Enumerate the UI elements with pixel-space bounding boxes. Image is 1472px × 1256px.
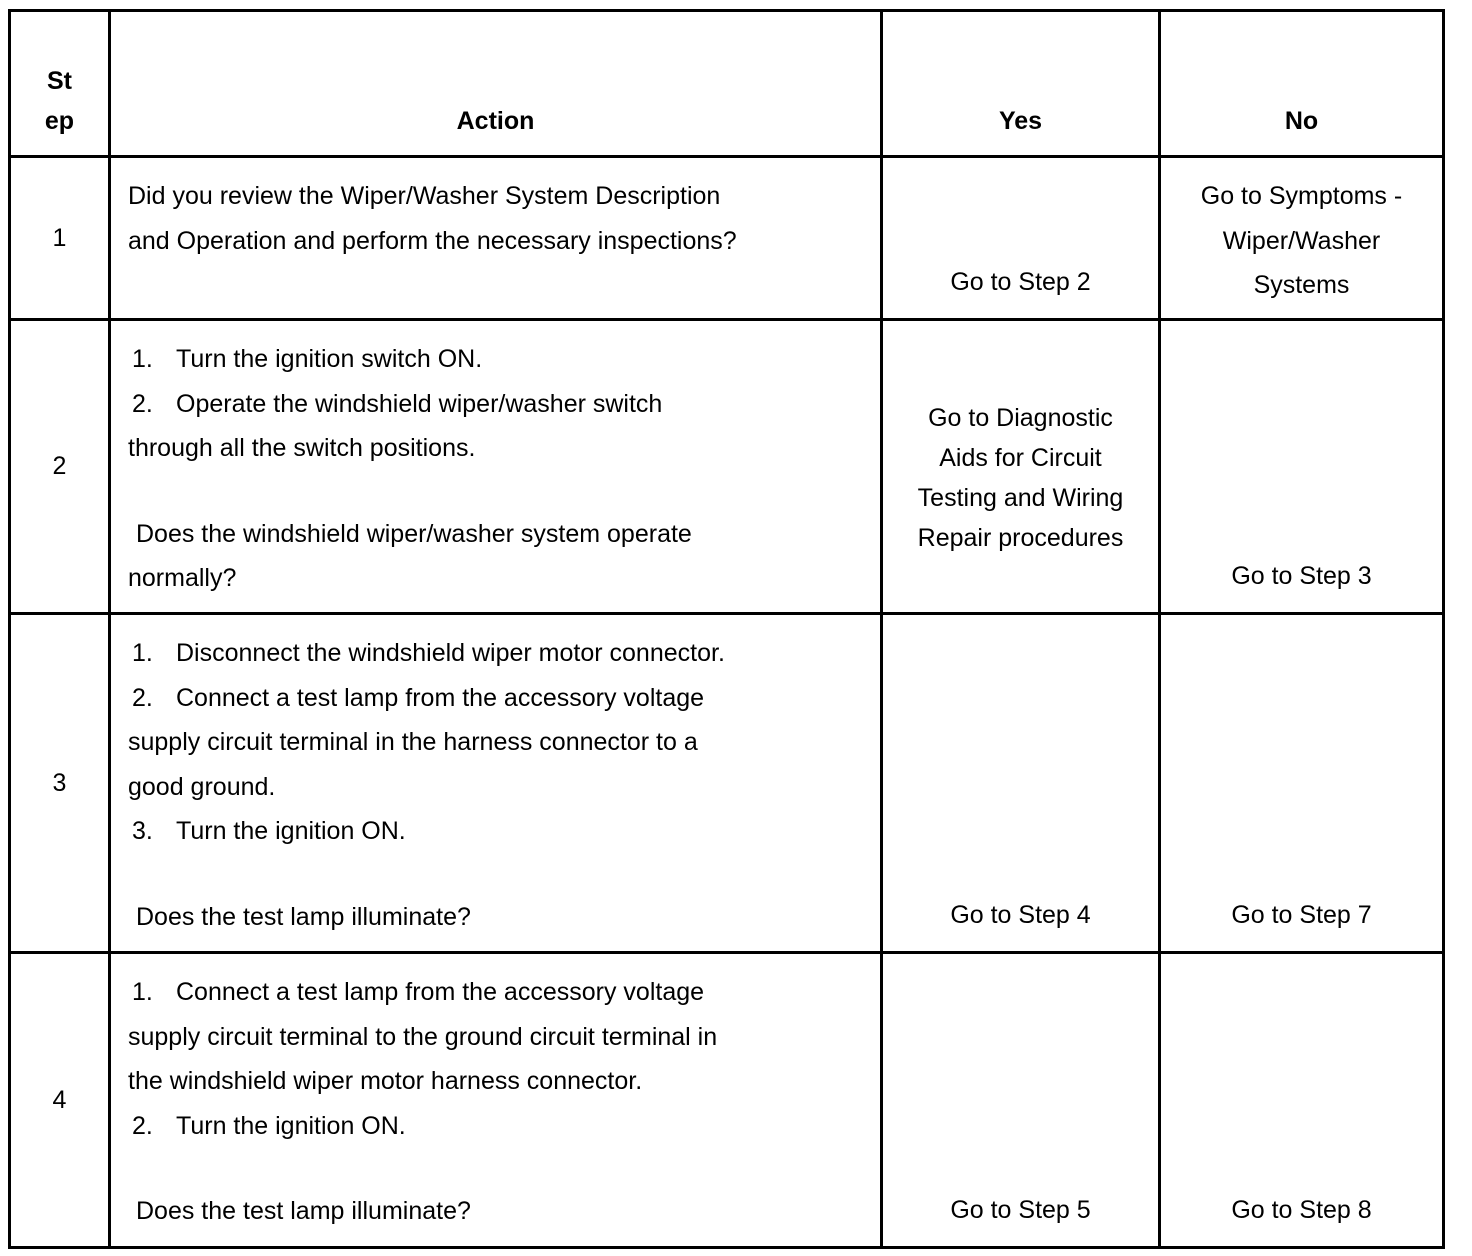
- step-number: 2: [10, 320, 110, 614]
- action-question: Does the test lamp illuminate?: [136, 1197, 471, 1225]
- table-row: [10, 614, 1444, 953]
- action-item: 1. Turn the ignition switch ON.: [132, 345, 483, 373]
- action-cell: Did you review the Wiper/Washer System Description and Operation and perform the necessary inspections?: [110, 157, 882, 320]
- action-cell: 1. Disconnect the windshield wiper motor connector. 2. Connect a test lamp from the accessory voltage supply circuit terminal in the harness connector to a good ground. 3. Turn the ignition ON. Does the test lamp illuminate?: [110, 614, 882, 953]
- no-cell: Go to Step 7: [1160, 614, 1444, 953]
- action-item: 3. Turn the ignition ON.: [132, 817, 406, 845]
- header-no: No: [1160, 11, 1444, 157]
- yes-cell: Go to Diagnostic Aids for Circuit Testing and Wiring Repair procedures: [882, 320, 1160, 614]
- action-item: 2. Turn the ignition ON.: [132, 1111, 406, 1140]
- header-step: St ep: [10, 11, 110, 157]
- no-cell: Go to Step 3: [1160, 320, 1444, 614]
- no-cell: Go to Symptoms - Wiper/Washer Systems: [1160, 157, 1444, 320]
- diagnostic-table: [8, 9, 1445, 1249]
- action-item: 2. Connect a test lamp from the accessory voltage: [132, 683, 705, 712]
- table-row: [10, 953, 1444, 1248]
- step-number: 3: [10, 614, 110, 953]
- action-cell: 1. Connect a test lamp from the accessory voltage supply circuit terminal to the ground circuit terminal in the windshield wiper motor harness connector. 2. Turn the ignition ON. Does the test lamp illuminate?: [110, 953, 882, 1248]
- action-question: Does the test lamp illuminate?: [136, 902, 471, 931]
- no-cell: Go to Step 8: [1160, 953, 1444, 1248]
- step-number: 4: [10, 953, 110, 1248]
- yes-cell: Go to Step 5: [882, 953, 1160, 1248]
- action-item: 1. Disconnect the windshield wiper motor connector.: [132, 639, 725, 667]
- header-yes: Yes: [882, 11, 1160, 157]
- header-row: [10, 11, 1444, 157]
- yes-cell: Go to Step 2: [882, 157, 1160, 320]
- table-row: [10, 157, 1444, 320]
- header-action: Action: [110, 11, 882, 157]
- action-item: 2. Operate the windshield wiper/washer switch: [132, 389, 663, 418]
- step-number: 1: [10, 157, 110, 320]
- table-row: [10, 320, 1444, 614]
- action-item: 1. Connect a test lamp from the accessory voltage: [132, 978, 705, 1006]
- yes-cell: Go to Step 4: [882, 614, 1160, 953]
- action-cell: 1. Turn the ignition switch ON. 2. Operate the windshield wiper/washer switch through all the switch positions. Does the windshield wiper/washer system operate normally?: [110, 320, 882, 614]
- action-question: Does the windshield wiper/washer system operate: [136, 519, 692, 548]
